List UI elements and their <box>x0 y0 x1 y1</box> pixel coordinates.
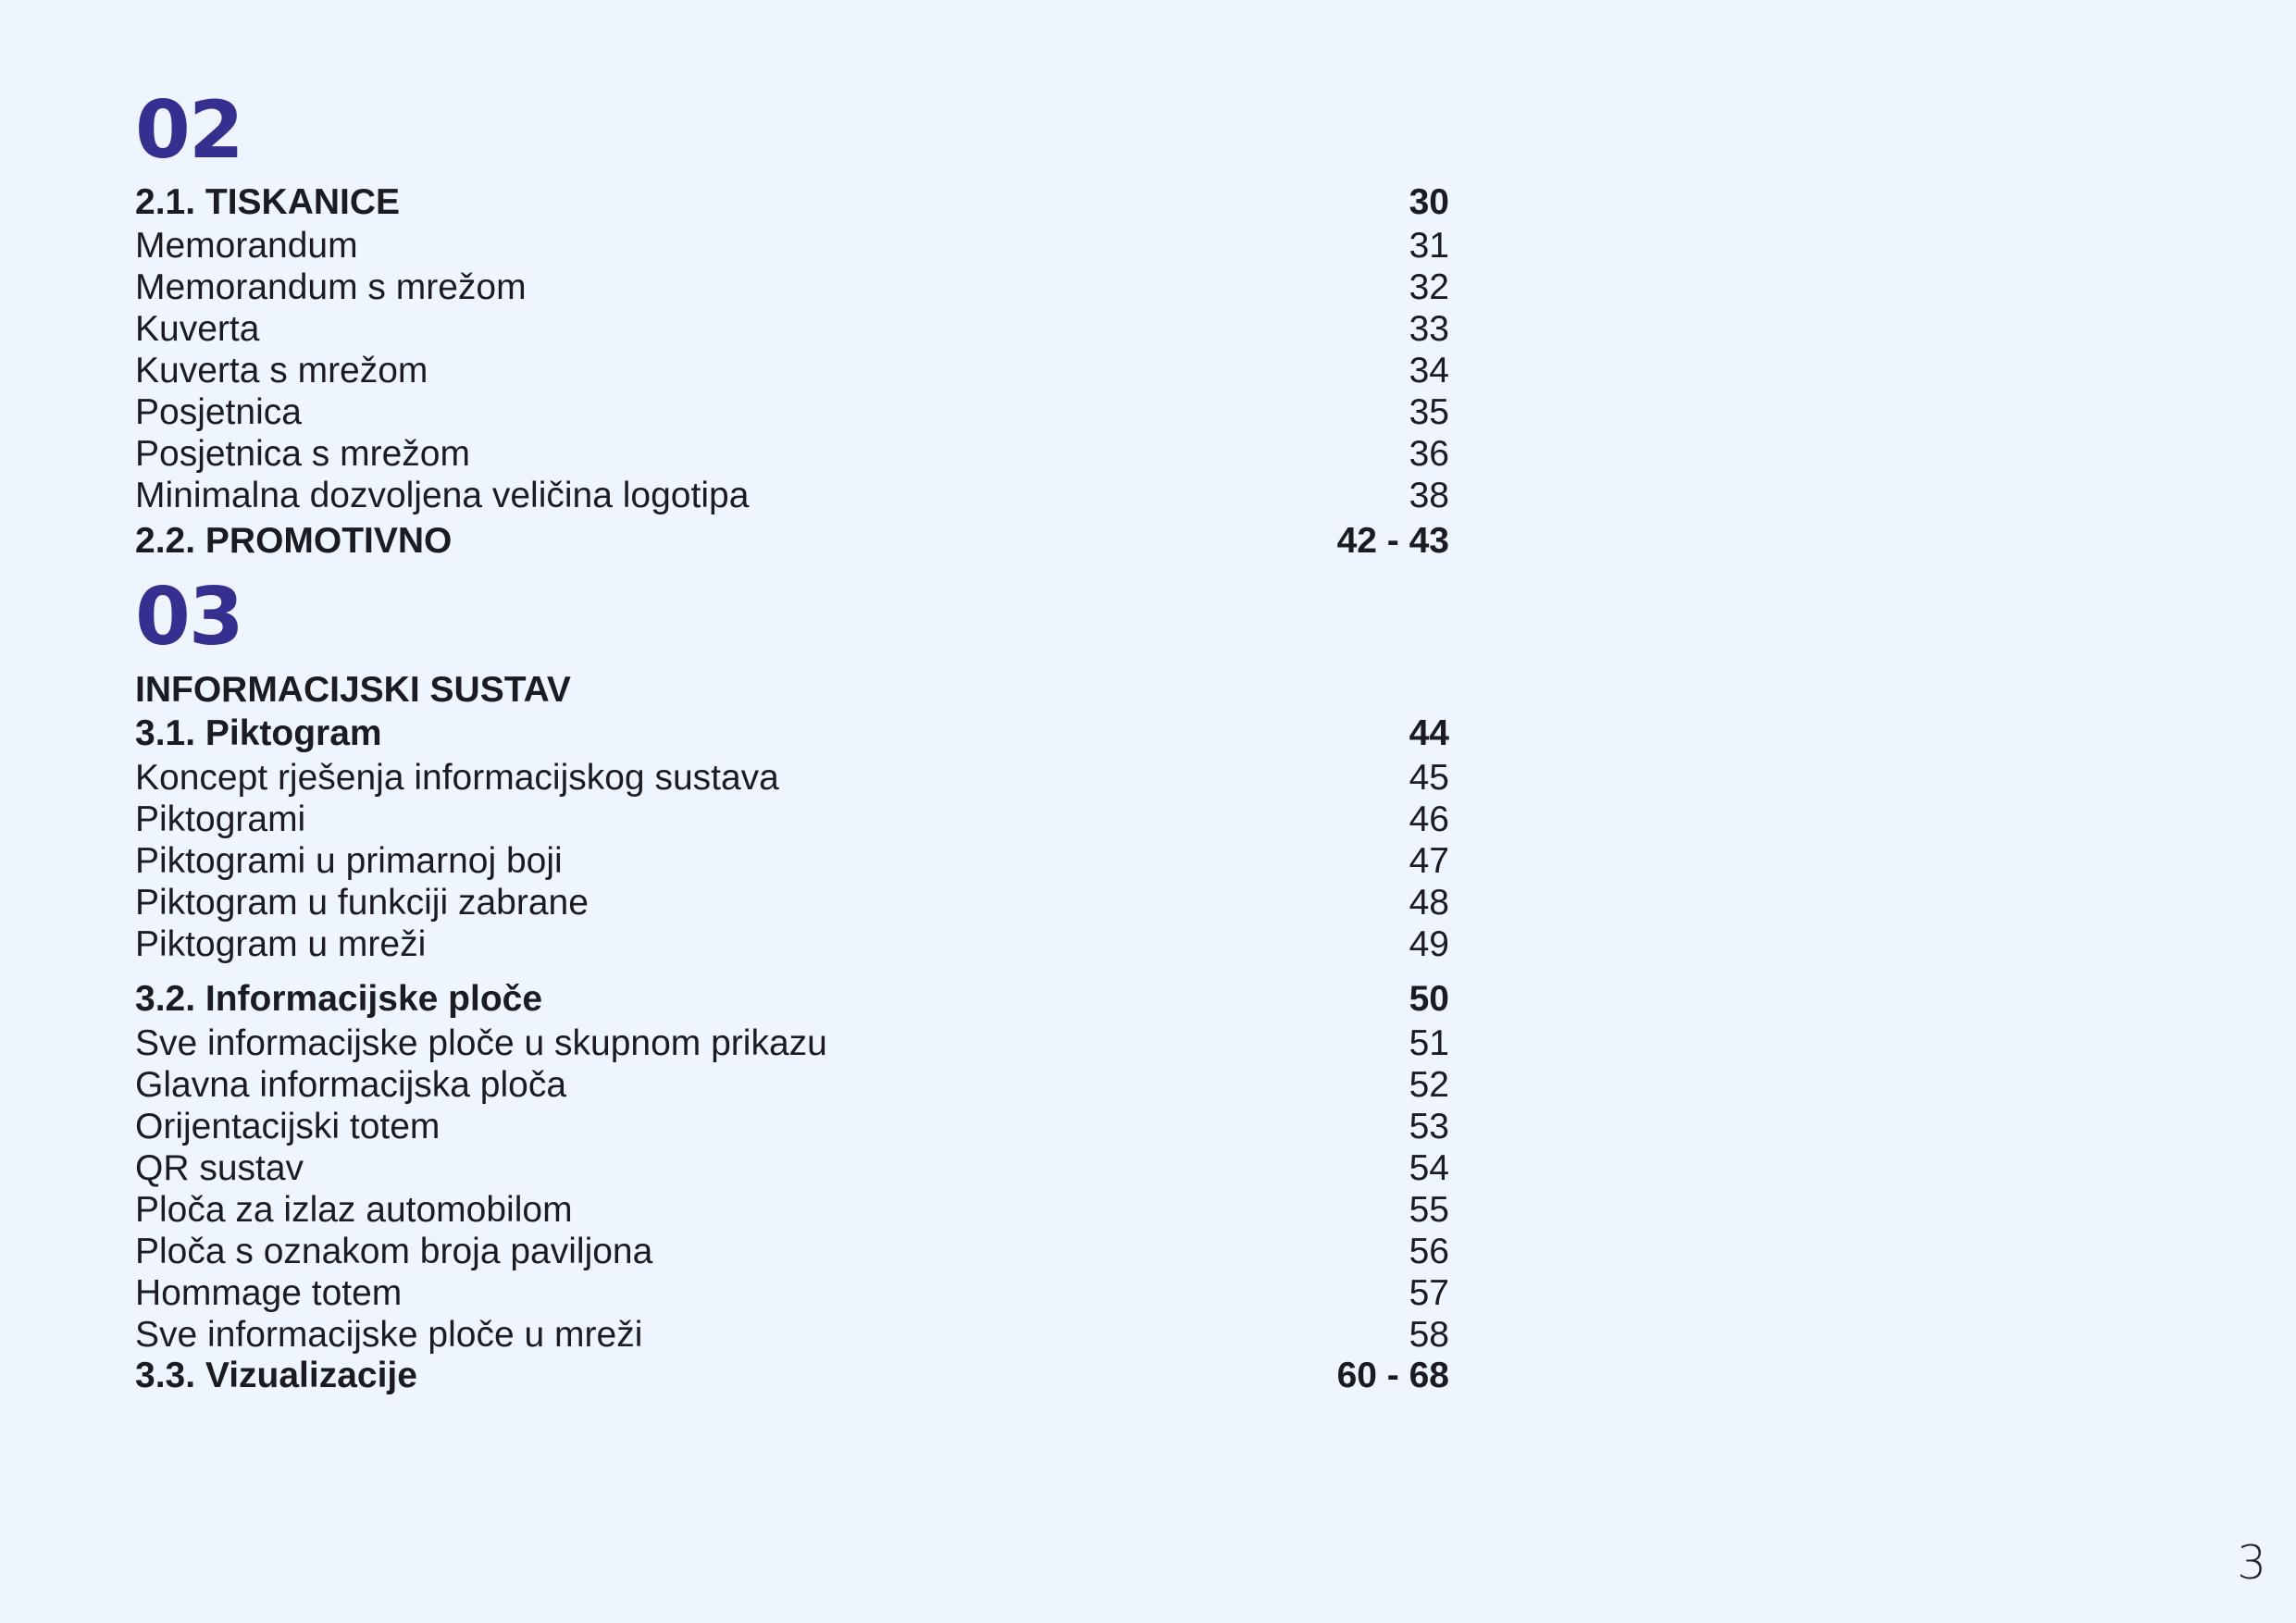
toc-entry-page: 48 <box>1409 883 1449 923</box>
toc-entry-2-2-promotivno[interactable] <box>135 520 1449 562</box>
toc-entry-label: Glavna informacijska ploča <box>135 1065 567 1105</box>
toc-entry-sve-ploce-u-mrezi[interactable] <box>135 1314 1449 1356</box>
toc-entry-posjetnica[interactable] <box>135 391 1449 433</box>
toc-entry-koncept-rjesenja[interactable] <box>135 757 1449 799</box>
toc-entry-label: Kuverta s mrežom <box>135 351 428 390</box>
toc-entry-label: Sve informacijske ploče u mreži <box>135 1315 643 1355</box>
toc-entry-label: QR sustav <box>135 1148 304 1188</box>
toc-entry-label: 2.1. TISKANICE <box>135 182 401 222</box>
toc-entry-page: 38 <box>1409 476 1449 515</box>
toc-entry-label: Minimalna dozvoljena veličina logotipa <box>135 476 750 515</box>
toc-entry-label: Posjetnica s mrežom <box>135 434 470 474</box>
toc-entry-page: 57 <box>1409 1273 1449 1313</box>
toc-entry-page: 55 <box>1409 1190 1449 1230</box>
section-number-03: 03 <box>135 571 242 663</box>
toc-entry-label: INFORMACIJSKI SUSTAV <box>135 670 571 710</box>
toc-entry-page: 42 - 43 <box>1336 521 1449 561</box>
toc-entry-piktogrami-primarna-boja[interactable] <box>135 840 1449 882</box>
toc-entry-2-1-tiskanice[interactable] <box>135 181 1449 223</box>
toc-entry-label: Piktogrami u primarnoj boji <box>135 841 563 881</box>
toc-entry-page: 56 <box>1409 1232 1449 1271</box>
toc-entry-label: Memorandum s mrežom <box>135 267 527 307</box>
toc-entry-page: 46 <box>1409 799 1449 839</box>
toc-entry-page: 58 <box>1409 1315 1449 1355</box>
toc-entry-piktogram-zabrane[interactable] <box>135 882 1449 923</box>
toc-entry-page: 31 <box>1409 226 1449 266</box>
toc-entry-kuverta-s-mrezom[interactable] <box>135 350 1449 391</box>
page-number: 3 <box>2237 1536 2266 1590</box>
toc-entry-glavna-ploca[interactable] <box>135 1064 1449 1106</box>
toc-entry-posjetnica-s-mrezom[interactable] <box>135 433 1449 475</box>
toc-entry-label: Piktogram u funkciji zabrane <box>135 883 589 923</box>
toc-entry-page: 49 <box>1409 924 1449 964</box>
toc-entry-label: 2.2. PROMOTIVNO <box>135 521 453 561</box>
toc-entry-label: 3.1. Piktogram <box>135 713 382 753</box>
toc-entry-page: 36 <box>1409 434 1449 474</box>
toc-entry-label: Hommage totem <box>135 1273 403 1313</box>
toc-entry-label: Memorandum <box>135 226 358 266</box>
toc-entry-label: Orijentacijski totem <box>135 1107 441 1146</box>
toc-entry-page: 50 <box>1409 979 1449 1019</box>
toc-entry-page: 53 <box>1409 1107 1449 1146</box>
toc-entry-3-2-informacijske-ploce[interactable] <box>135 978 1449 1020</box>
toc-entry-page: 34 <box>1409 351 1449 390</box>
toc-entry-kuverta[interactable] <box>135 308 1449 350</box>
toc-entry-piktogram-u-mrezi[interactable] <box>135 923 1449 965</box>
toc-entry-memorandum[interactable] <box>135 225 1449 266</box>
toc-entry-page: 44 <box>1409 713 1449 753</box>
toc-entry-page: 52 <box>1409 1065 1449 1105</box>
toc-entry-label: 3.2. Informacijske ploče <box>135 979 543 1019</box>
toc-entry-qr-sustav[interactable] <box>135 1147 1449 1189</box>
toc-entry-label: 3.3. Vizualizacije <box>135 1356 417 1395</box>
toc-entry-label: Ploča za izlaz automobilom <box>135 1190 573 1230</box>
toc-entry-page: 33 <box>1409 309 1449 349</box>
toc-entry-label: Piktogram u mreži <box>135 924 427 964</box>
toc-entry-page: 54 <box>1409 1148 1449 1188</box>
toc-entry-piktogrami[interactable] <box>135 799 1449 840</box>
toc-entry-page: 35 <box>1409 392 1449 432</box>
toc-heading-informacijski-sustav <box>135 669 1449 711</box>
toc-entry-label: Koncept rješenja informacijskog sustava <box>135 758 779 798</box>
toc-entry-memorandum-s-mrezom[interactable] <box>135 266 1449 308</box>
toc-entry-3-3-vizualizacije[interactable] <box>135 1355 1449 1396</box>
toc-entry-minimalna-velicina-logotipa[interactable] <box>135 475 1449 516</box>
toc-entry-page: 47 <box>1409 841 1449 881</box>
toc-entry-label: Ploča s oznakom broja paviljona <box>135 1232 653 1271</box>
toc-entry-sve-ploce-skupni-prikaz[interactable] <box>135 1022 1449 1064</box>
toc-entry-label: Posjetnica <box>135 392 302 432</box>
section-number-02: 02 <box>135 84 242 177</box>
toc-entry-orijentacijski-totem[interactable] <box>135 1106 1449 1147</box>
toc-entry-page: 45 <box>1409 758 1449 798</box>
toc-entry-label: Sve informacijske ploče u skupnom prikazu <box>135 1023 827 1063</box>
toc-entry-page: 32 <box>1409 267 1449 307</box>
toc-entry-hommage-totem[interactable] <box>135 1272 1449 1314</box>
toc-entry-label: Kuverta <box>135 309 260 349</box>
toc-entry-3-1-piktogram[interactable] <box>135 712 1449 754</box>
toc-entry-page: 60 - 68 <box>1336 1356 1449 1395</box>
toc-entry-page: 30 <box>1409 182 1449 222</box>
toc-entry-ploca-izlaz-automobilom[interactable] <box>135 1189 1449 1231</box>
toc-entry-ploca-broj-paviljona[interactable] <box>135 1231 1449 1272</box>
toc-entry-label: Piktogrami <box>135 799 306 839</box>
toc-entry-page: 51 <box>1409 1023 1449 1063</box>
